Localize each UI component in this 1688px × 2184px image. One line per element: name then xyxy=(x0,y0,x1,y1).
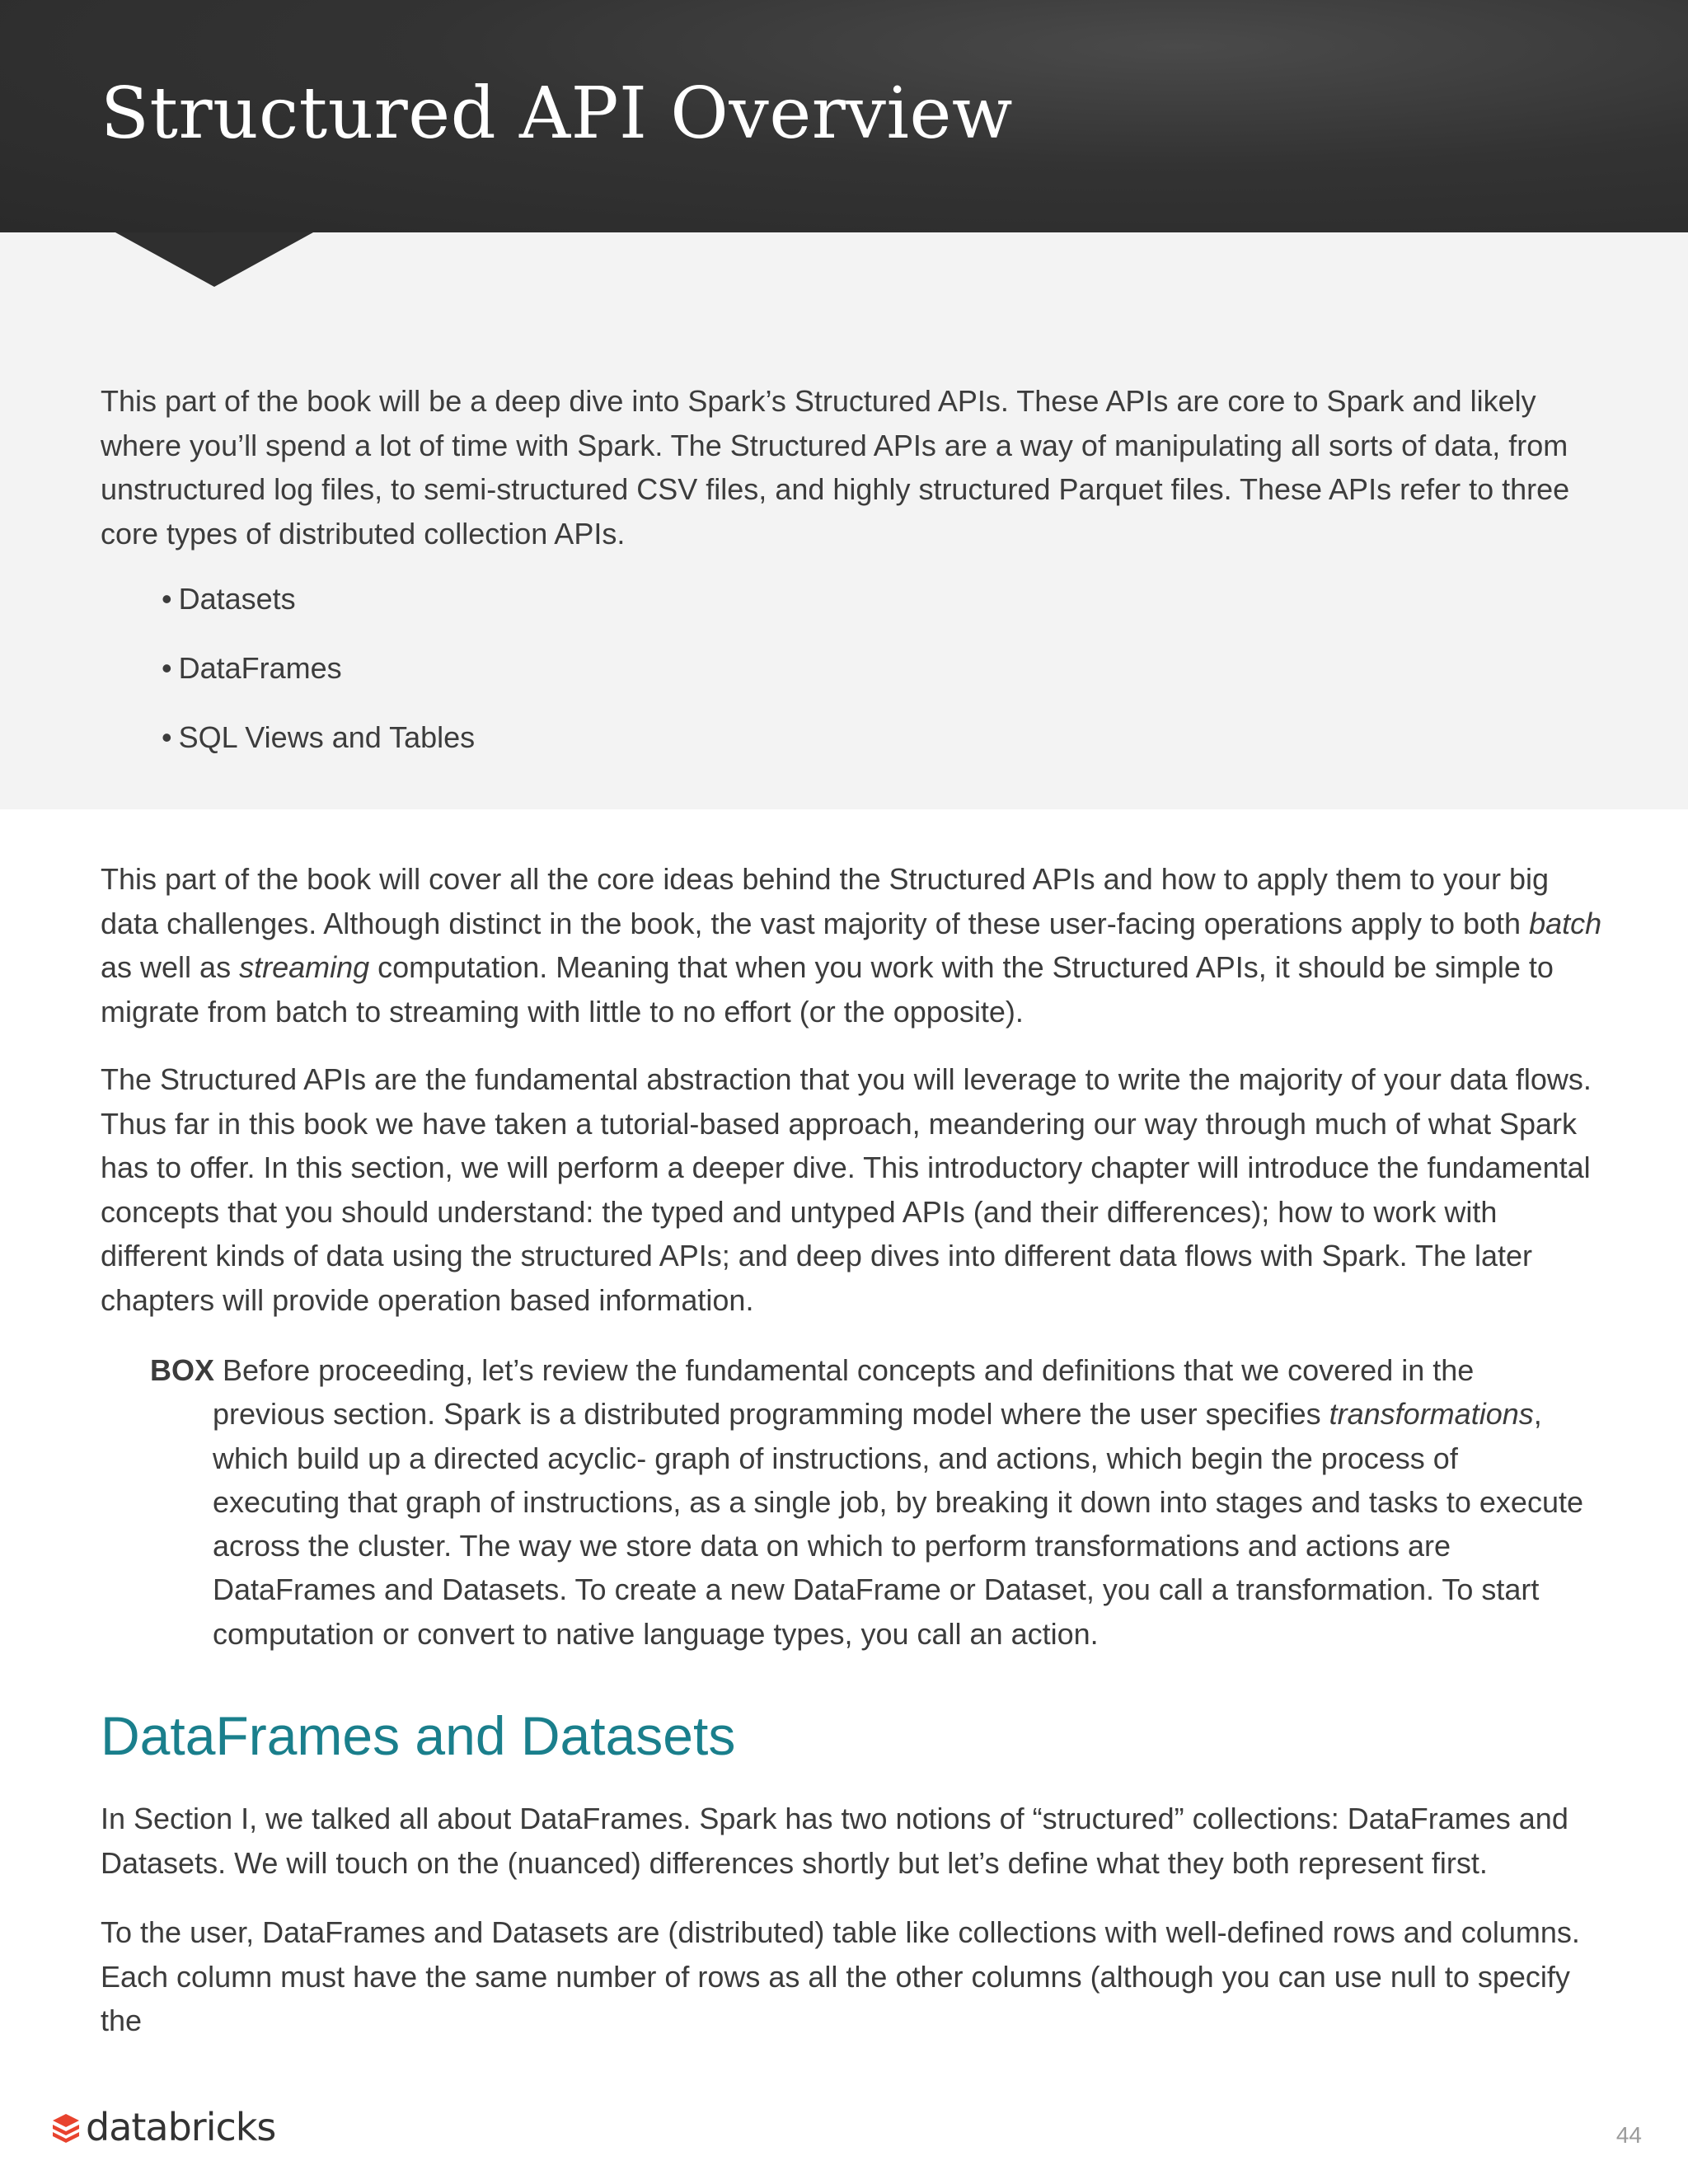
section-heading: DataFrames and Datasets xyxy=(101,1705,736,1766)
logo-wordmark: databricks xyxy=(86,2105,276,2149)
box-text-a: Before proceeding, let’s review the fundamental concepts and definitions that we covered in the previous section. Spark is a distributed programming model where the user specifies xyxy=(213,1353,1475,1432)
bullet-item-dataframes: • DataFrames xyxy=(162,646,475,690)
chapter-header xyxy=(0,0,1688,232)
api-bullet-list xyxy=(162,577,475,785)
header-notch xyxy=(115,232,313,287)
box-italic-transformations: transformations xyxy=(1329,1397,1534,1432)
para1-italic-streaming: streaming xyxy=(239,950,370,984)
para1-text-a: This part of the book will cover all the core ideas behind the Structured APIs and how to apply them to your big data challenges. Although distinct in the book, the vast majority of these user-facing operations apply to both xyxy=(101,862,1549,940)
page-number: 44 xyxy=(1615,2122,1642,2148)
para1-text-e: computation. Meaning that when you work with the Structured APIs, it should be simple to migrate from batch to streaming with little to no effort (or the opposite). xyxy=(101,950,1554,1029)
databricks-logo-icon xyxy=(49,2111,82,2144)
para1-text-c: as well as xyxy=(101,950,240,984)
body-paragraph-4: To the user, DataFrames and Datasets are (distributed) table like collections with well-defined rows and columns. Each column must have the same number of rows as all the other columns (although you can use null to specify the xyxy=(101,1915,1580,2037)
body-paragraph-2: The Structured APIs are the fundamental abstraction that you will leverage to write the majority of your data flows. Thus far in this book we have taken a tutorial-based approach, meandering our way through much of what Spark has to offer. In this section, we will perform a deeper dive. This introductory chapter will introduce the fundamental concepts that you should understand: the typed and untyped APIs (and their differences); how to work with different kinds of data using the structured APIs; and deep dives into different data flows with Spark. The later chapters will provide operation based information. xyxy=(101,1062,1592,1317)
box-note xyxy=(150,1348,1584,1656)
chapter-title: Structured API Overview xyxy=(101,73,1013,155)
intro-paragraph: This part of the book will be a deep dive into Spark’s Structured APIs. These APIs are core to Spark and likely where you’ll spend a lot of time with Spark. The Structured APIs are a way of manipulating all sorts of data, from unstructured log files, to semi-structured CSV files, and highly structured Parquet files. These APIs refer to three core types of distributed collection APIs. xyxy=(101,384,1570,551)
databricks-logo xyxy=(49,2106,275,2149)
bullet-item-datasets: • Datasets xyxy=(162,577,475,621)
bullet-item-sql-views: • SQL Views and Tables xyxy=(162,715,475,759)
box-text-c: , which build up a directed acyclic- graph of instructions, and actions, which begin the process of executing that graph of instructions, as a single job, by breaking it down into stages and tasks to execute across the cluster. The way we store data on which to perform transformations and actions are DataFrames and Datasets. To create a new DataFrame or Dataset, you call a transformation. To start computation or convert to native language types, you call an action. xyxy=(213,1397,1583,1651)
box-label: BOX xyxy=(150,1353,215,1387)
body-paragraph-1 xyxy=(101,857,1609,1033)
body-paragraph-3: In Section I, we talked all about DataFrames. Spark has two notions of “structured” collections: DataFrames and Datasets. We will touch on the (nuanced) differences shortly but let’s define what they both represent first. xyxy=(101,1802,1568,1880)
para1-italic-batch: batch xyxy=(1529,906,1602,940)
